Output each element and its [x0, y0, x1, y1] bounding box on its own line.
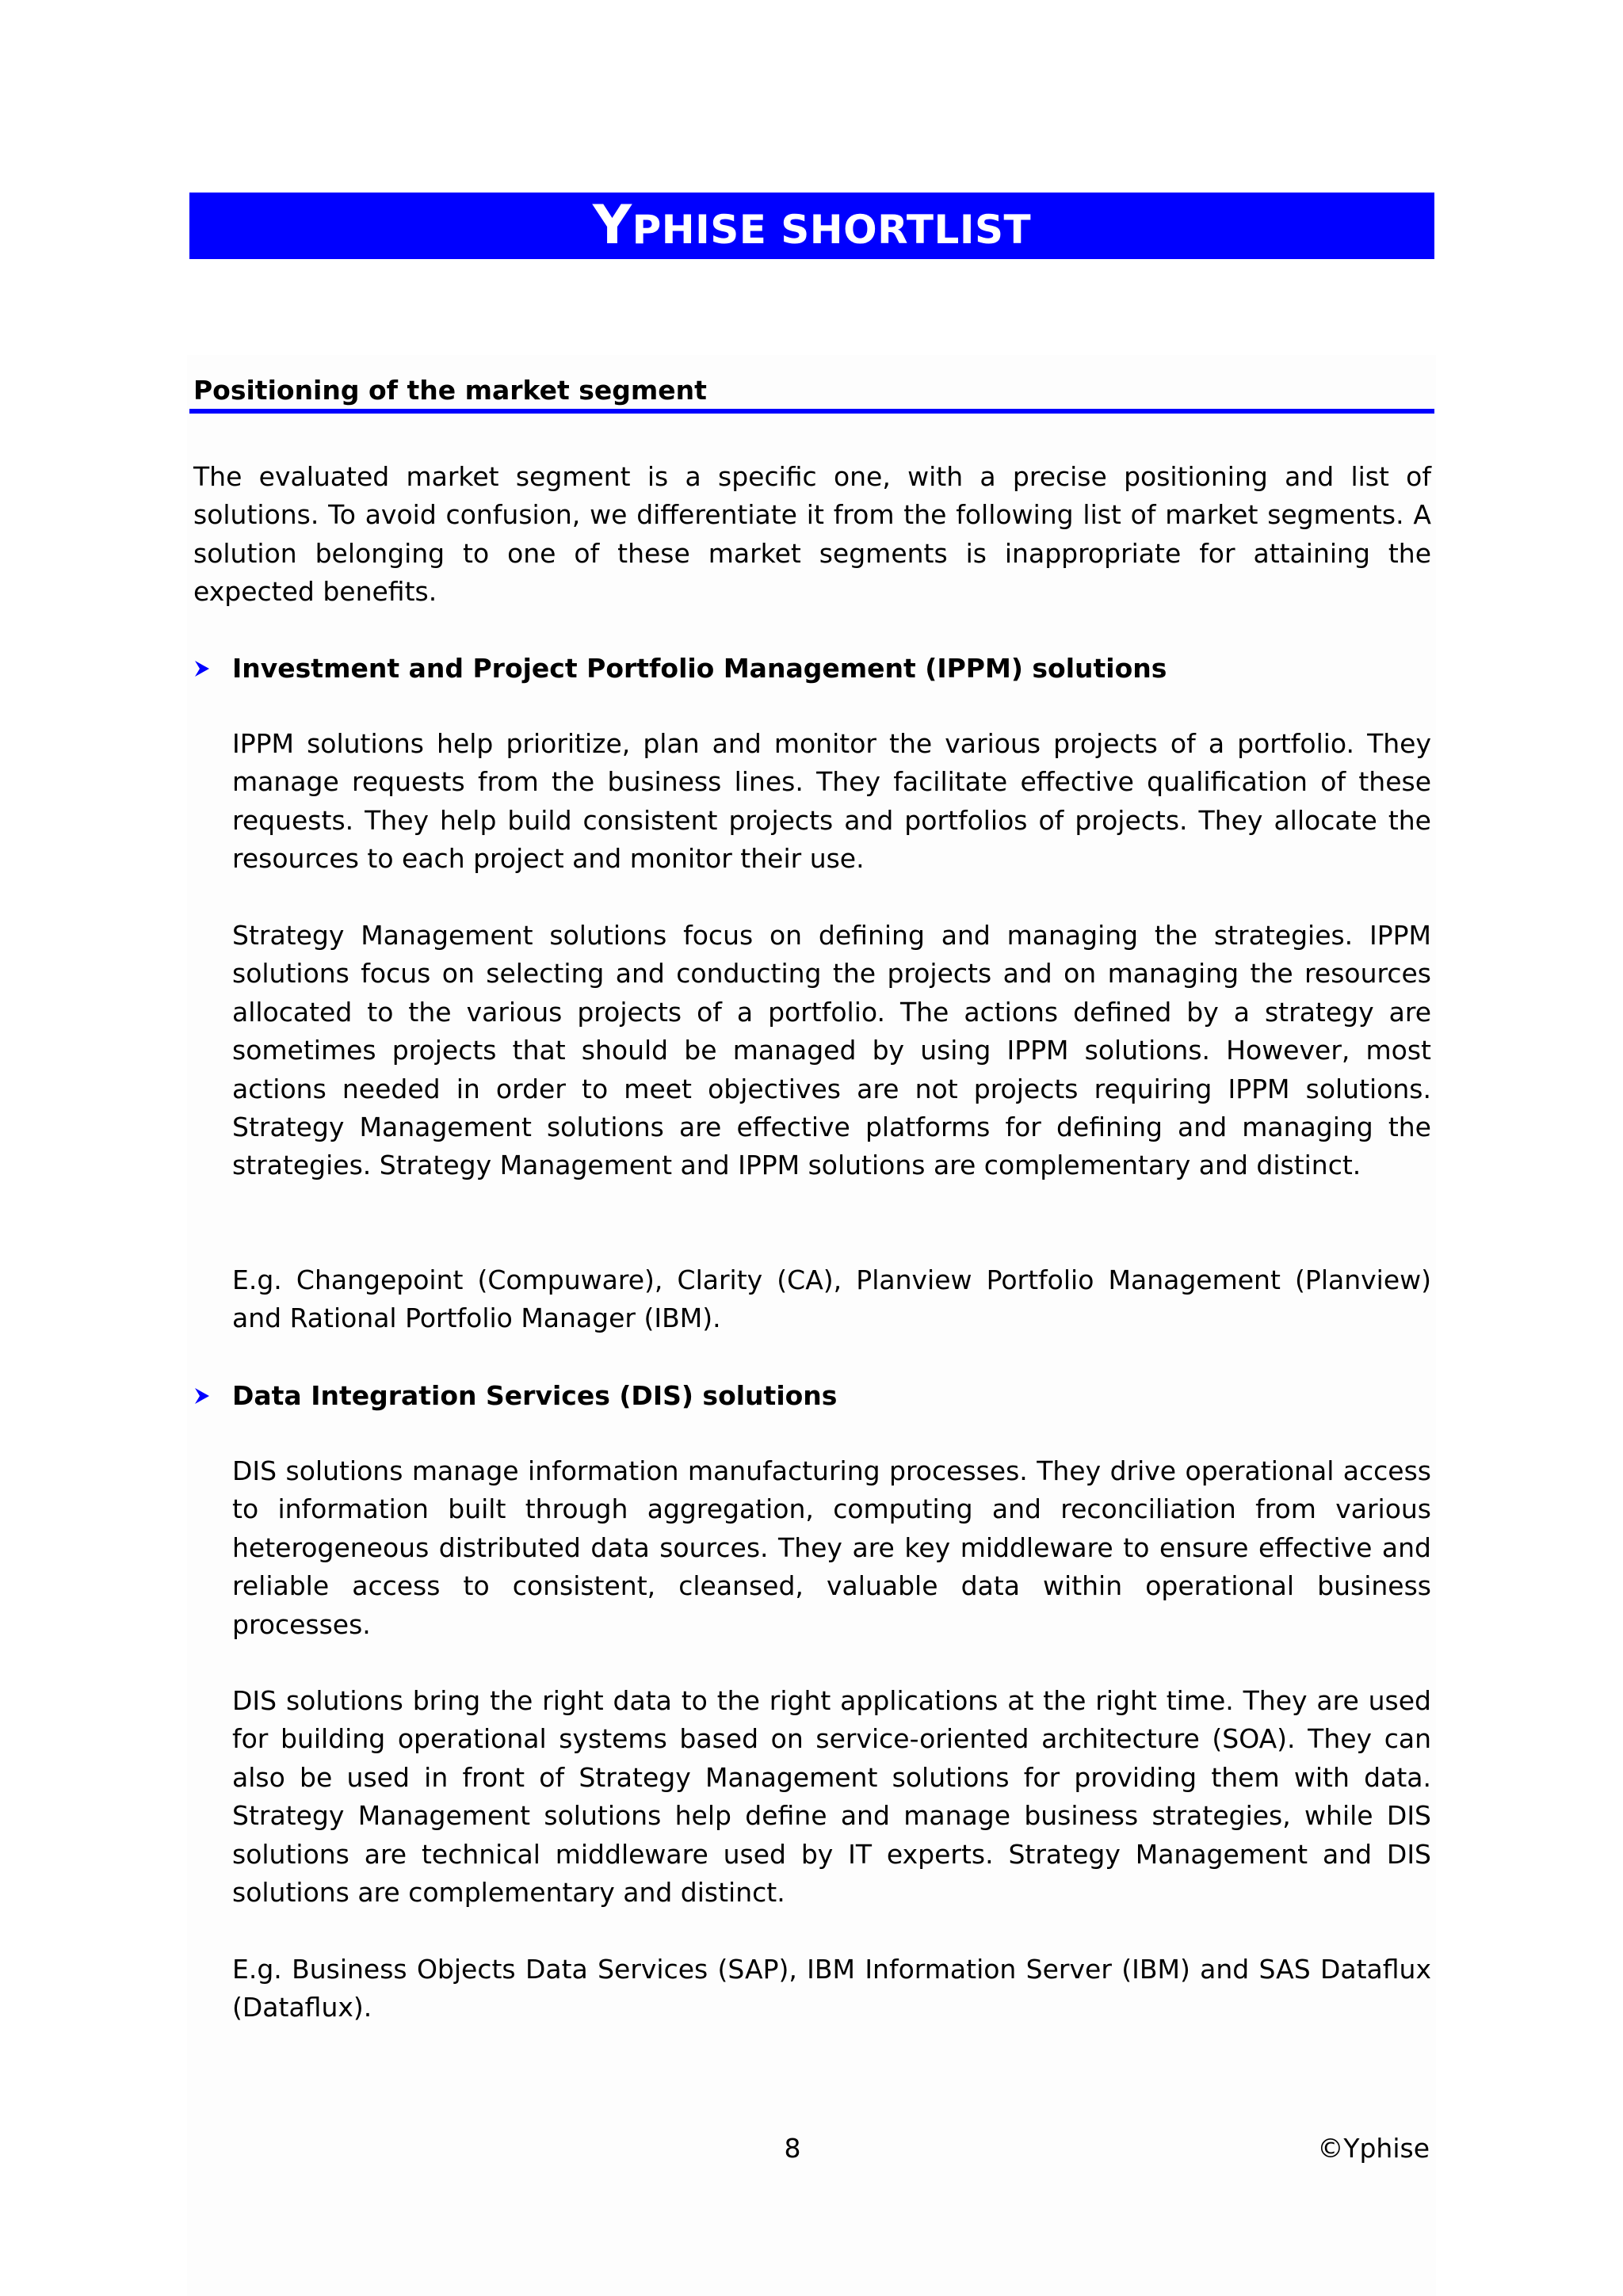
- page-number: 8: [784, 2133, 801, 2164]
- section-heading: Positioning of the market segment: [193, 375, 707, 406]
- title-rest: PHISE SHORTLIST: [632, 207, 1032, 253]
- document-title-banner: [189, 193, 1434, 259]
- dis-paragraph-1: DIS solutions manage information manufacturing processes. They drive operational access to information built through aggregation, computing and reconciliation from various heterogeneous distributed data sources. They are key middleware to ensure effective and reliable access to consistent, cleansed, valuable data within operational business processes.: [232, 1455, 1431, 1640]
- section-divider: [189, 409, 1434, 414]
- arrow-bullet-icon: [193, 659, 211, 678]
- copyright-notice: ©Yphise: [1317, 2133, 1430, 2164]
- arrow-bullet-icon: [193, 1386, 211, 1405]
- bullet-title: Investment and Project Portfolio Management (IPPM) solutions: [232, 653, 1167, 684]
- bullet-title: Data Integration Services (DIS) solutions: [232, 1380, 838, 1411]
- intro-paragraph: The evaluated market segment is a specific one, with a precise positioning and list of solutions. To avoid confusion, we differentiate it from the following list of market segments. A solution belonging to one of these market segments is inappropriate for attaining the expected benefits.: [193, 461, 1431, 608]
- ippm-example: E.g. Changepoint (Compuware), Clarity (CA), Planview Portfolio Management (Planview) and Rational Portfolio Manager (IBM).: [232, 1264, 1431, 1334]
- ippm-paragraph-2: Strategy Management solutions focus on defining and managing the strategies. IPPM solutions focus on selecting and conducting the projects and on managing the resources allocated to the various projects of a portfolio. The actions defined by a strategy are sometimes projects that should be managed by using IPPM solutions. However, most actions needed in order to meet objectives are not projects requiring IPPM solutions. Strategy Management solutions are effective platforms for defining and managing the strategies. Strategy Management and IPPM solutions are complementary and distinct.: [232, 920, 1431, 1181]
- dis-paragraph-2: DIS solutions bring the right data to the right applications at the right time. They are used for building operational systems based on service-oriented architecture (SOA). They can also be used in front of Strategy Management solutions for providing them with data. Strategy Management solutions help define and manage business strategies, while DIS solutions are technical middleware used by IT experts. Strategy Management and DIS solutions are complementary and distinct.: [232, 1685, 1431, 1909]
- ippm-paragraph-1: IPPM solutions help prioritize, plan and monitor the various projects of a portfolio. They manage requests from the business lines. They facilitate effective qualification of these requests. They help build consistent projects and portfolios of projects. They allocate the resources to each project and monitor their use.: [232, 728, 1431, 875]
- title-first-letter: Y: [592, 194, 632, 257]
- dis-example: E.g. Business Objects Data Services (SAP), IBM Information Server (IBM) and SAS Dataflux (Dataflux).: [232, 1954, 1431, 2023]
